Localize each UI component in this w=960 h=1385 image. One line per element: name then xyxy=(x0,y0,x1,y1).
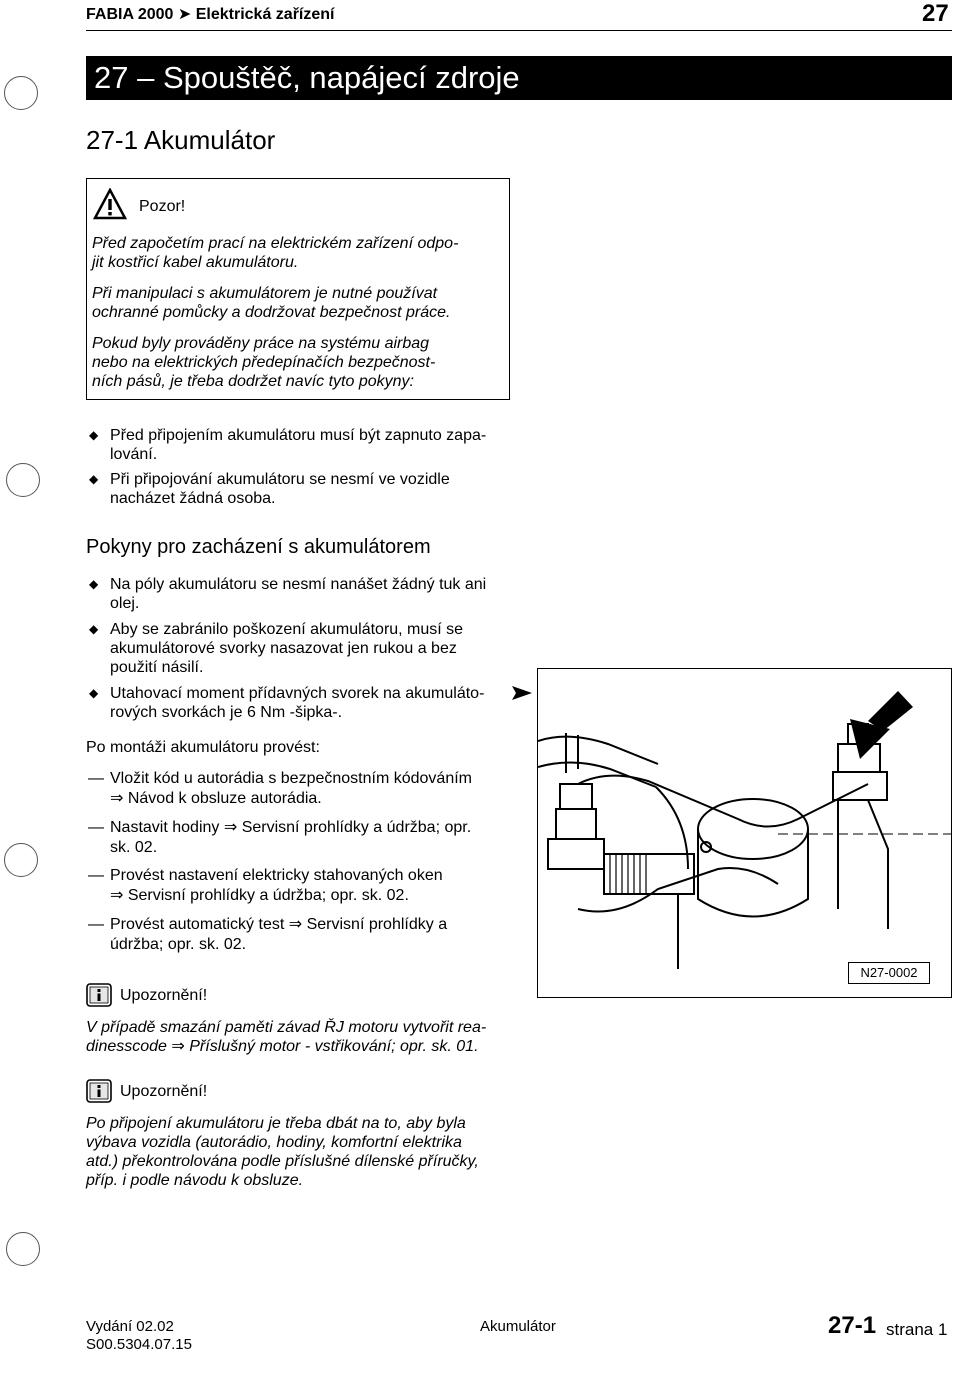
warning-line: nebo na elektrických předepínačích bezpečnost- xyxy=(92,354,436,371)
footer-code: S00.5304.07.15 xyxy=(86,1336,192,1353)
warning-title: Pozor! xyxy=(139,198,186,215)
chapter-title: 27 – Spouštěč, napájecí zdroje xyxy=(94,60,520,95)
bullet-text: Utahovací moment přídavných svorek na akumuláto- xyxy=(110,685,485,702)
note-line: V případě smazání paměti závad ŘJ motoru vytvořit rea- xyxy=(86,1019,487,1036)
running-header: FABIA 2000 ➤ Elektrická zařízení xyxy=(86,6,335,23)
punch-hole xyxy=(4,76,38,110)
dash-marker: — xyxy=(88,770,104,787)
dash-text: ⇒ Servisní prohlídky a údržba; opr. sk. 02. xyxy=(110,887,409,904)
punch-hole xyxy=(4,843,38,877)
footer-page-word: strana 1 xyxy=(886,1320,948,1339)
after-mount-heading: Po montáži akumulátoru provést: xyxy=(86,739,320,756)
bullet-text: nacházet žádná osoba. xyxy=(110,490,276,507)
bullet-icon: ◆ xyxy=(89,577,99,591)
chapter-title-bar xyxy=(86,56,952,100)
note-line: výbava vozidla (autorádio, hodiny, komfortní elektrika xyxy=(86,1134,462,1151)
bullet-text: Na póly akumulátoru se nesmí nanášet žádný tuk ani xyxy=(110,576,487,593)
note-title: Upozornění! xyxy=(120,987,208,1004)
warning-triangle-icon xyxy=(93,188,127,220)
warning-line: ochranné pomůcky a dodržovat bezpečnost práce. xyxy=(92,304,451,321)
dash-marker: — xyxy=(88,916,104,933)
note-line: Po připojení akumulátoru je třeba dbát na to, aby byla xyxy=(86,1115,466,1132)
bullet-icon: ◆ xyxy=(89,428,99,442)
bullet-text: olej. xyxy=(110,595,140,612)
note-line: atd.) překontrolována podle příslušné dílenské příručky, xyxy=(86,1153,479,1170)
dash-text: Nastavit hodiny ⇒ Servisní prohlídky a údržba; opr. xyxy=(110,819,472,836)
warning-line: Před započetím prací na elektrickém zařízení odpo- xyxy=(92,235,459,252)
dash-text: sk. 02. xyxy=(110,839,158,856)
warning-line: Při manipulaci s akumulátorem je nutné používat xyxy=(92,285,438,302)
footer-page-ref: 27-1 xyxy=(828,1312,877,1339)
page-number: 27 xyxy=(922,0,949,27)
bullet-text: rových svorkách je 6 Nm -šipka-. xyxy=(110,704,343,721)
note-line: dinesscode ⇒ Příslušný motor - vstřikování; opr. sk. 01. xyxy=(86,1038,479,1055)
bullet-text: použití násilí. xyxy=(110,659,204,676)
warning-line: Pokud byly prováděny práce na systému airbag xyxy=(92,335,430,352)
footer-edition: Vydání 02.02 xyxy=(86,1318,174,1335)
callout-arrow-icon xyxy=(850,691,913,759)
bullet-icon: ◆ xyxy=(89,622,99,636)
dash-text: Provést nastavení elektricky stahovaných oken xyxy=(110,867,443,884)
header-rule xyxy=(86,30,952,31)
note-line: příp. i podle návodu k obsluze. xyxy=(86,1172,304,1189)
bullet-text: Při připojování akumulátoru se nesmí ve vozidle xyxy=(110,471,450,488)
info-note-icon xyxy=(86,983,112,1007)
dash-text: Vložit kód u autorádia s bezpečnostním kódováním xyxy=(110,770,472,787)
warning-line: ních pásů, je třeba dodržet navíc tyto pokyny: xyxy=(92,373,414,390)
dash-text: ⇒ Návod k obsluze autorádia. xyxy=(110,790,322,807)
dash-text: údržba; opr. sk. 02. xyxy=(110,936,247,953)
dash-marker: — xyxy=(88,867,104,884)
subheading: Pokyny pro zacházení s akumulátorem xyxy=(86,536,431,558)
info-note-icon xyxy=(86,1079,112,1103)
bullet-icon: ◆ xyxy=(89,472,99,486)
dash-marker: — xyxy=(88,819,104,836)
bullet-text: lování. xyxy=(110,446,158,463)
battery-terminal-illustration xyxy=(538,669,951,997)
note-title: Upozornění! xyxy=(120,1083,208,1100)
bullet-icon: ◆ xyxy=(89,686,99,700)
dash-text: Provést automatický test ⇒ Servisní prohlídky a xyxy=(110,916,448,933)
section-title: 27-1 Akumulátor xyxy=(86,125,276,155)
bullet-text: Aby se zabránilo poškození akumulátoru, musí se xyxy=(110,621,464,638)
bullet-text: Před připojením akumulátoru musí být zapnuto zapa- xyxy=(110,427,487,444)
arrow-right-icon xyxy=(512,686,532,700)
footer-center: Akumulátor xyxy=(480,1318,556,1335)
bullet-text: akumulátorové svorky nasazovat jen rukou a bez xyxy=(110,640,457,657)
figure-label: N27-0002 xyxy=(848,962,930,984)
punch-hole xyxy=(6,463,40,497)
punch-hole xyxy=(6,1232,40,1266)
warning-line: jit kostřicí kabel akumulátoru. xyxy=(92,254,299,271)
